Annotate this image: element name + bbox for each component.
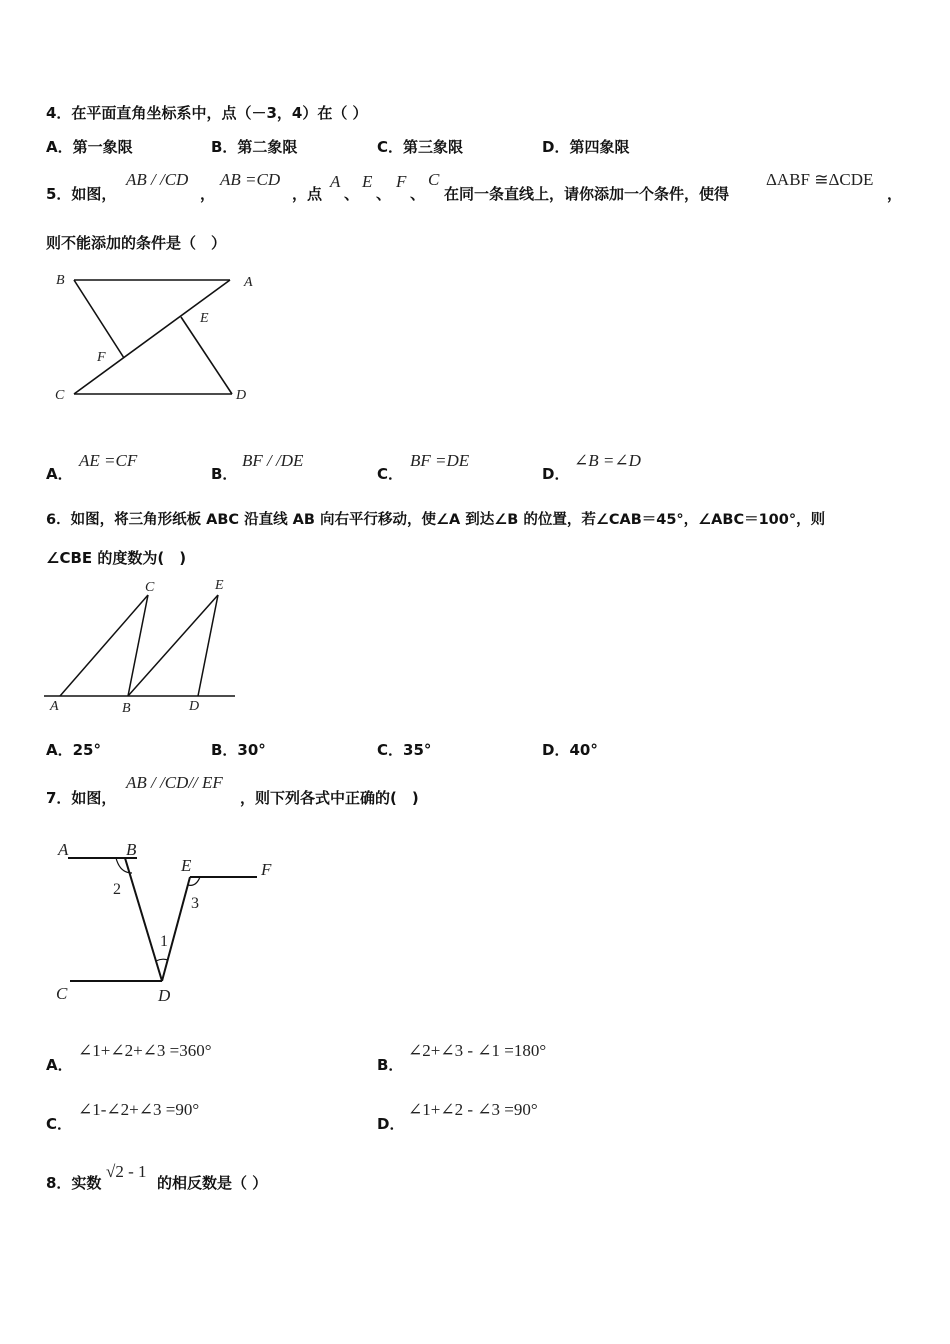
q4-option-d: D．第四象限: [542, 138, 630, 156]
q6-label-c: C: [145, 580, 155, 595]
q6-label-a: A: [50, 699, 59, 714]
q5-label-c: C: [55, 388, 65, 403]
q5-dun-1: 、: [344, 185, 360, 203]
q6-stem-line2: ∠CBE 的度数为( ): [46, 549, 187, 567]
q7-prefix: 7．如图，: [46, 789, 117, 807]
q8-expression: √2 - 1: [106, 1162, 147, 1181]
q5-segment-ed: [181, 317, 232, 394]
q8-suffix: 的相反数是（ ）: [157, 1174, 268, 1192]
q7-label-2: 2: [113, 881, 121, 898]
q5-option-a-letter: A．: [46, 465, 73, 483]
q5-point-f: F: [396, 172, 407, 191]
q5-option-c-letter: C．: [377, 465, 404, 483]
q7-option-c: ∠1-∠2+∠3 =90°: [78, 1100, 200, 1119]
q5-option-b-letter: B．: [211, 465, 238, 483]
q6-figure: [44, 575, 244, 715]
q5-point-e: E: [362, 172, 373, 191]
q5-segment-bf: [74, 280, 124, 358]
q6-segment-ac: [60, 595, 148, 696]
q5-option-d-letter: D．: [542, 465, 570, 483]
q7-label-3: 3: [191, 895, 199, 912]
q7-figure: [50, 833, 290, 1013]
q7-option-c-letter: C．: [46, 1115, 73, 1133]
q5-prefix: 5．如图，: [46, 185, 117, 203]
q7-label-e: E: [181, 856, 192, 875]
q7-option-b-letter: B．: [377, 1056, 404, 1074]
q6-segment-ed: [198, 595, 218, 696]
q7-label-b: B: [126, 840, 137, 859]
q5-point-c: C: [428, 170, 440, 189]
q7-option-b: ∠2+∠3 - ∠1 =180°: [408, 1041, 547, 1060]
q7-option-d-letter: D．: [377, 1115, 405, 1133]
q7-label-a: A: [58, 840, 69, 859]
q6-option-d: D．40°: [542, 741, 598, 759]
q7-label-1: 1: [160, 933, 168, 950]
q5-label-b: B: [56, 273, 65, 288]
q7-segment-bd: [125, 858, 162, 981]
q7-option-d: ∠1+∠2 - ∠3 =90°: [408, 1100, 538, 1119]
q4-stem: 4．在平面直角坐标系中，点（－3，4）在（ ）: [46, 104, 368, 122]
q5-point-word: ，点: [292, 185, 323, 203]
q7-condition: AB / /CD// EF: [126, 773, 223, 792]
q5-option-a: AE =CF: [79, 451, 138, 470]
q5-collinear-text: 在同一条直线上，请你添加一个条件，使得: [444, 185, 730, 203]
q5-label-a: A: [244, 275, 253, 290]
q5-figure: [46, 265, 266, 410]
q6-option-b: B．30°: [211, 741, 266, 759]
q5-condition-parallel: AB / /CD: [126, 170, 189, 189]
q5-congruence: ΔABF ≅ΔCDE: [766, 170, 874, 189]
q5-comma: ，: [887, 185, 903, 203]
q5-segment-ca: [74, 280, 230, 394]
q5-option-b: BF / /DE: [242, 451, 304, 470]
q5-point-a: A: [330, 172, 341, 191]
q7-angle-1-arc: [156, 959, 168, 961]
q6-segment-be: [128, 595, 218, 696]
q5-dun-3: 、: [410, 185, 426, 203]
q5-option-c: BF =DE: [410, 451, 470, 470]
q5-label-e: E: [200, 311, 209, 326]
q4-option-b: B．第二象限: [211, 138, 298, 156]
q5-dun-2: 、: [376, 185, 392, 203]
q5-separator: ，: [200, 185, 216, 203]
q7-label-d: D: [158, 986, 171, 1005]
q5-option-d: ∠B =∠D: [574, 451, 641, 470]
q7-suffix: ，则下列各式中正确的( ): [240, 789, 419, 807]
q7-option-a-letter: A．: [46, 1056, 73, 1074]
q6-stem-line1: 6．如图，将三角形纸板 ABC 沿直线 AB 向右平行移动，使∠A 到达∠B 的位置，若∠CAB＝45°，∠ABC＝100°，则: [46, 512, 826, 528]
q6-label-e: E: [215, 578, 224, 593]
q6-label-d: D: [189, 699, 200, 714]
q4-option-a: A．第一象限: [46, 138, 133, 156]
q5-condition-equal: AB =CD: [220, 170, 281, 189]
q6-option-c: C．35°: [377, 741, 432, 759]
q7-label-f: F: [261, 860, 272, 879]
q7-segment-de: [162, 877, 190, 981]
q7-option-a: ∠1+∠2+∠3 =360°: [78, 1041, 212, 1060]
q5-label-d: D: [236, 388, 247, 403]
q5-question: 则不能添加的条件是（ ）: [46, 234, 227, 252]
q6-segment-cb: [128, 595, 148, 696]
q7-label-c: C: [56, 984, 68, 1003]
q4-option-c: C．第三象限: [377, 138, 464, 156]
q5-label-f: F: [97, 350, 106, 365]
q6-label-b: B: [122, 701, 131, 716]
q6-option-a: A．25°: [46, 741, 101, 759]
q8-prefix: 8．实数: [46, 1174, 102, 1192]
